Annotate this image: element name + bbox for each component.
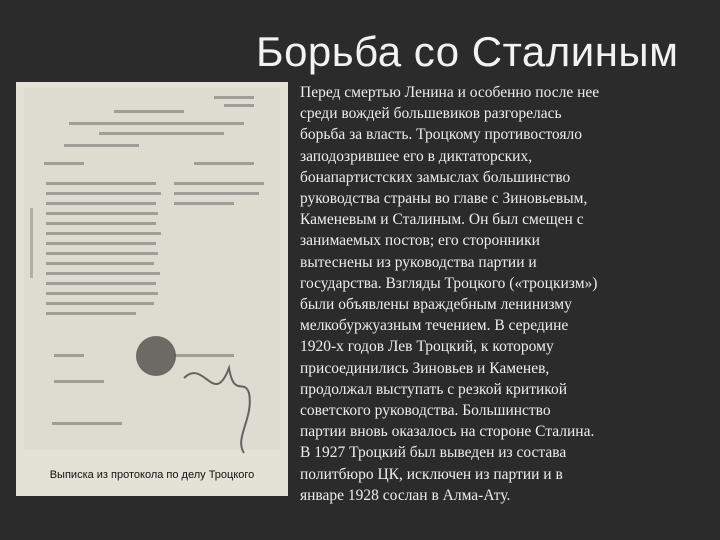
document-image-panel <box>16 82 288 496</box>
body-text: Перед смертью Ленина и особенно после нее среди вождей большевиков разгорелась борьба за власть. Троцкому противостояло заподозрившее его в диктаторских, бонапартистских замыслах большинство руководства страны во главе с Зиновьевым, Каменевым и Сталиным. Он был смещен с занимаемых постов; его сторонники вытеснены из руководства партии и государства. Взгляды Троцкого («троцкизм») были объявлены враждебным ленинизму мелкобуржуазным течением. В середине 1920-х годов Лев Троцкий, к которому присоединились Зиновьев и Каменев, продолжал выступать с резкой критикой советского руководства. Большинство партии вновь оказалось на стороне Сталина. В 1927 Троцкий был выведен из состава политбюро ЦК, исключен из партии и в январе 1928 сослан в Алма-Ату. <box>300 84 600 504</box>
protocol-document-image <box>24 88 280 450</box>
document-caption: Выписка из протокола по делу Троцкого <box>49 469 255 481</box>
signature <box>174 348 274 458</box>
slide-title: Борьба со Сталиным <box>256 28 679 75</box>
official-stamp <box>136 336 176 376</box>
